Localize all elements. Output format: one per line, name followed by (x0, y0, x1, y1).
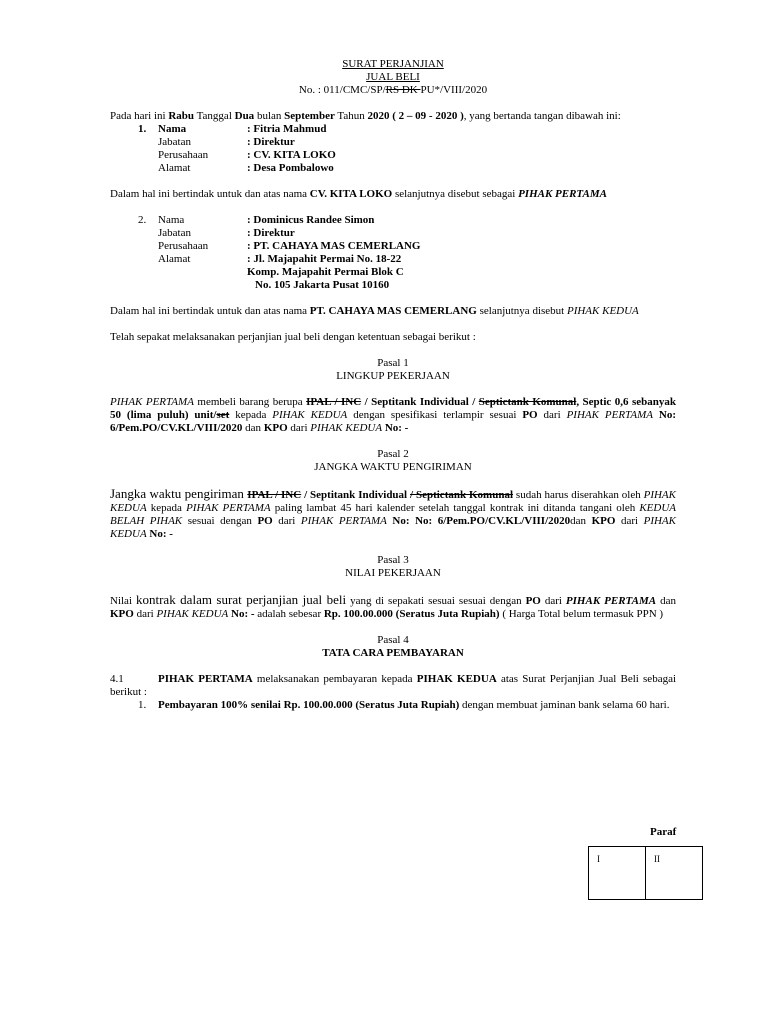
party-two-label: Nama (158, 214, 185, 226)
pasal-4-body: 4.1 PIHAK PERTAMA melaksanakan pembayaran kepada PIHAK KEDUA atas Surat Perjanjian Jual Beli sebagai berikut : (110, 673, 677, 698)
party-one-statement: Dalam hal ini bertindak untuk dan atas nama CV. KITA LOKO selanjutnya disebut sebagai PIHAK PERTAMA (110, 188, 608, 200)
party-two-value: : Dominicus Randee Simon (247, 214, 375, 226)
party-one-label: Jabatan (158, 136, 191, 148)
party-two-label: Perusahaan (158, 240, 209, 252)
doc-subtitle: JUAL BELI (366, 71, 420, 83)
party-one-label: Nama (158, 123, 187, 135)
party-one-value: : Fitria Mahmud (247, 123, 327, 135)
pasal-1-title: LINGKUP PEKERJAAN (336, 370, 450, 382)
pasal-3-body: Nilai kontrak dalam surat perjanjian jual beli yang di sepakati sesuai sesuai dengan PO dari PIHAK PERTAMA dan KPO dari PIHAK KEDUA No: - adalah sebesar Rp. 100.00.000 (Seratus Juta Rupiah) ( Harga Total belum termasuk PPN ) (110, 592, 676, 620)
party-two-label: Jabatan (158, 227, 191, 239)
party-two-label: Alamat (158, 253, 191, 265)
paraf-cell-second-party: II (646, 847, 703, 900)
paraf-cell-first-party: I (589, 847, 646, 900)
party-two-value: : Jl. Majapahit Permai No. 18-22 (247, 253, 402, 265)
doc-number: No. : 011/CMC/SP/RS DK PU*/VIII/2020 (298, 84, 488, 96)
contract-document (110, 58, 676, 712)
party-two-value: : PT. CAHAYA MAS CEMERLANG (247, 240, 421, 252)
party-two-details (138, 214, 420, 292)
pasal-3-title: NILAI PEKERJAAN (345, 567, 441, 579)
pasal-4-sub-item: 1. Pembayaran 100% senilai Rp. 100.00.000 (Seratus Juta Rupiah) dengan membuat jaminan bank selama 60 hari. (138, 699, 670, 711)
party-two-statement: Dalam hal ini bertindak untuk dan atas nama PT. CAHAYA MAS CEMERLANG selanjutnya disebut PIHAK KEDUA (110, 305, 639, 317)
party-one-details (138, 123, 336, 175)
paraf-label: Paraf (650, 826, 677, 838)
pasal-1-number: Pasal 1 (377, 357, 409, 369)
intro-paragraph: Pada hari ini Rabu Tanggal Dua bulan September Tahun 2020 ( 2 – 09 - 2020 ), yang bertanda tangan dibawah ini: (110, 110, 621, 122)
party-two-number: 2. (138, 214, 147, 226)
pasal-2-number: Pasal 2 (377, 448, 409, 460)
party-one-label: Perusahaan (158, 149, 209, 161)
agreement-line: Telah sepakat melaksanakan perjanjian jual beli dengan ketentuan sebagai berikut : (110, 331, 476, 343)
party-one-number: 1. (138, 123, 147, 135)
doc-title: SURAT PERJANJIAN (342, 58, 444, 70)
party-one-value: : CV. KITA LOKO (247, 149, 336, 161)
party-one-label: Alamat (158, 162, 191, 174)
pasal-4-number: Pasal 4 (377, 634, 409, 646)
pasal-2-body: Jangka waktu pengiriman IPAL / INC / Septitank Individual / Septictank Komunal sudah harus diserahkan oleh PIHAK KEDUA kepada PIHAK PERTAMA paling lambat 45 hari kalender setelah tanggal kontrak ini ditanda tangani oleh KEDUA BELAH PIHAK sesuai dengan PO dari PIHAK PERTAMA No: No: 6/Pem.PO/CV.KL/VIII/2020dan KPO dari PIHAK KEDUA No: - (110, 486, 677, 540)
pasal-2-title: JANGKA WAKTU PENGIRIMAN (314, 461, 472, 473)
pasal-3-number: Pasal 3 (377, 554, 409, 566)
party-one-value: : Desa Pombalowo (247, 162, 334, 174)
party-two-value: : Direktur (247, 227, 295, 239)
pasal-4-title: TATA CARA PEMBAYARAN (322, 647, 464, 659)
party-two-address-line: No. 105 Jakarta Pusat 10160 (255, 279, 390, 291)
paraf-box (588, 846, 703, 900)
party-one-value: : Direktur (247, 136, 295, 148)
party-two-address-line: Komp. Majapahit Permai Blok C (247, 266, 404, 278)
pasal-1-body: PIHAK PERTAMA membeli barang berupa IPAL / INC / Septitank Individual / Septictank Komunal, Septic 0,6 sebanyak 50 (lima puluh) unit/set kepada PIHAK KEDUA dengan spesifikasi terlampir sesuai PO dari PIHAK PERTAMA No: 6/Pem.PO/CV.KL/VIII/2020 dan KPO dari PIHAK KEDUA No: - (110, 396, 676, 434)
